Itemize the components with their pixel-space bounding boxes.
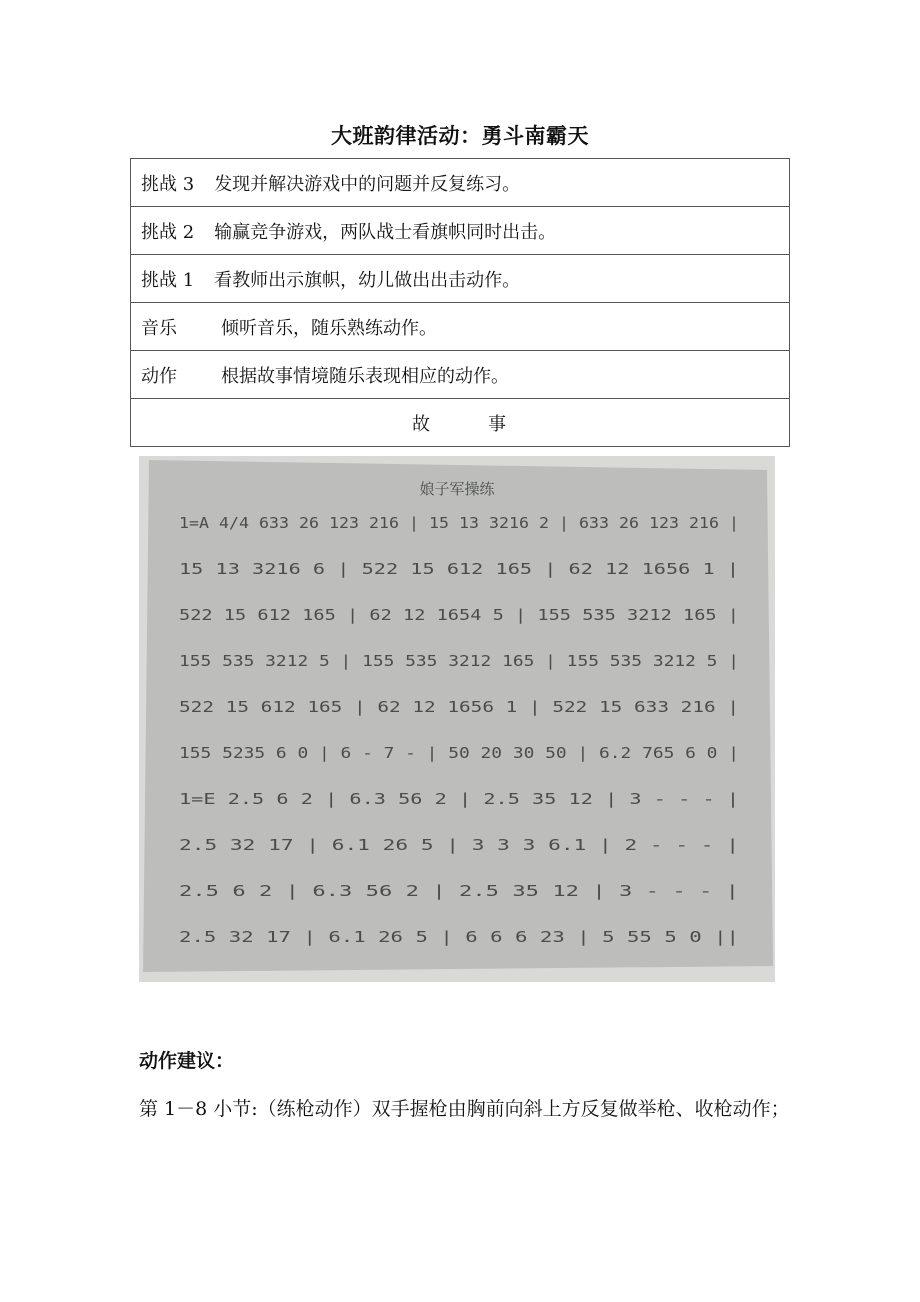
- row-text: 发现并解决游戏中的问题并反复练习。: [214, 173, 521, 195]
- score-line: 1=E 2.5 6 2 | 6.3 56 2 | 2.5 35 12 | 3 - - - |: [179, 790, 739, 808]
- row-label: 挑战 3: [141, 173, 195, 195]
- row-text: 根据故事情境随乐表现相应的动作。: [221, 365, 509, 387]
- page-title: 大班韵律活动：勇斗南霸天: [331, 124, 589, 148]
- table-row: [131, 351, 790, 399]
- story-cell: 故 事: [131, 399, 790, 447]
- table-row: [131, 303, 790, 351]
- score-heading: 娘子军操练: [419, 480, 495, 498]
- score-line: 15 13 3216 6 | 522 15 612 165 | 62 12 1656 1 |: [179, 560, 739, 578]
- score-line: 522 15 612 165 | 62 12 1654 5 | 155 535 3212 165 |: [179, 606, 739, 624]
- row-label: 挑战 1: [141, 269, 195, 291]
- row-text: 倾听音乐，随乐熟练动作。: [221, 317, 437, 339]
- music-score-photo: [139, 456, 775, 982]
- suggestion-text: 第 1－8 小节:（练枪动作）双手握枪由胸前向斜上方反复做举枪、收枪动作；: [139, 1098, 790, 1120]
- table-row: [131, 399, 790, 447]
- row-label: 音乐: [141, 317, 177, 339]
- row-text: 输赢竞争游戏，两队战士看旗帜同时出击。: [214, 221, 557, 243]
- score-line: 2.5 32 17 | 6.1 26 5 | 6 6 6 23 | 5 55 5 0 ||: [179, 928, 739, 946]
- score-sheet: [139, 456, 775, 982]
- table-row: [131, 207, 790, 255]
- activity-table: [130, 158, 790, 447]
- score-line: 2.5 6 2 | 6.3 56 2 | 2.5 35 12 | 3 - - - |: [179, 882, 739, 900]
- score-line: 1=A 4/4 633 26 123 216 | 15 13 3216 2 | 633 26 123 216 |: [179, 514, 739, 532]
- row-text: 看教师出示旗帜，幼儿做出出击动作。: [214, 269, 521, 291]
- table-row: [131, 159, 790, 207]
- score-line: 522 15 612 165 | 62 12 1656 1 | 522 15 633 216 |: [179, 698, 739, 716]
- table-row: [131, 255, 790, 303]
- row-label: 动作: [141, 365, 177, 387]
- row-label: 挑战 2: [141, 221, 195, 243]
- score-line: 2.5 32 17 | 6.1 26 5 | 3 3 3 6.1 | 2 - - - |: [179, 836, 739, 854]
- suggestion-title: 动作建议：: [139, 1050, 235, 1072]
- score-line: 155 5235 6 0 | 6 - 7 - | 50 20 30 50 | 6.2 765 6 0 |: [179, 744, 739, 762]
- score-line: 155 535 3212 5 | 155 535 3212 165 | 155 535 3212 5 |: [179, 652, 739, 670]
